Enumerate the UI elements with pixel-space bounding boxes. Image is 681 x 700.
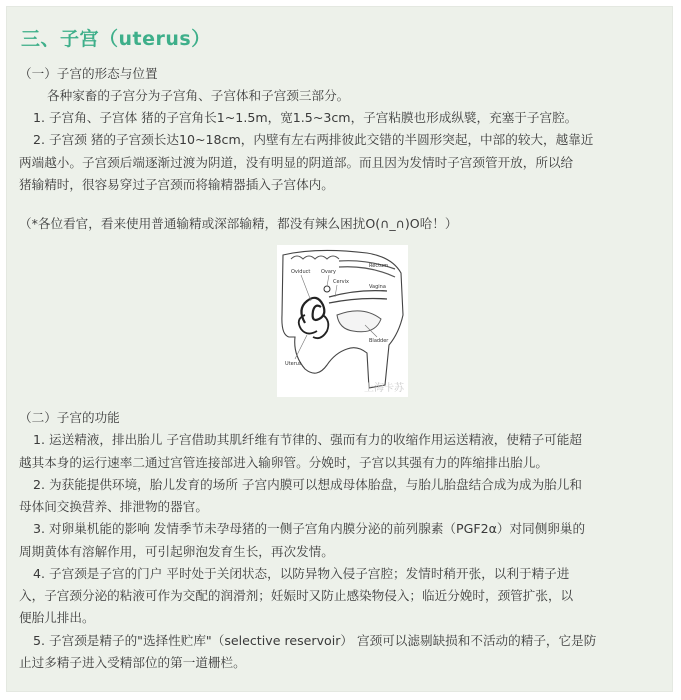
article-card [6,6,673,692]
part1-item2-line2: 两端越小。子宫颈后端逐渐过渡为阴道，没有明显的阴道部。而且因为发情时子宫颈管开放，所以给 [19,155,574,170]
function3-line2: 周期黄体有溶解作用，可引起卵泡发育生长，再次发情。 [19,544,334,559]
part2-heading: （二）子宫的功能 [19,410,120,425]
function3-line1: 3. 对卵巢机能的影响 发情季节未孕母猪的一侧子宫角内膜分泌的前列腺素（PGF2α）对同侧卵巢的 [33,521,586,536]
function4-line3: 便胎儿排出。 [19,610,95,625]
function1-line1: 1. 运送精液，排出胎儿 子宫借助其肌纤维有节律的、强而有力的收缩作用运送精液，使精子可能超 [33,432,582,447]
label-uterus: Uterus [285,361,302,367]
function4-line1: 4. 子宫颈是子宫的门户 平时处于关闭状态，以防异物入侵子宫腔；发情时稍开张，以利于精子进 [33,566,570,581]
function5-line1: 5. 子宫颈是精子的"选择性贮库"（selective reservoir） 宫颈可以滤剔缺损和不活动的精子，它是防 [33,633,597,648]
part1-note: （*各位看官，看来使用普通输精或深部输精，都没有辣么困扰O(∩_∩)O哈！） [19,216,458,231]
function5-line2: 止过多精子进入受精部位的第一道栅栏。 [19,655,246,670]
part1-item2-line3: 猪输精时，很容易穿过子宫颈而将输精器插入子宫体内。 [19,177,334,192]
function2-line1: 2. 为获能提供环境，胎儿发育的场所 子宫内膜可以想成母体胎盘，与胎儿胎盘结合成为成为胎儿和 [33,477,582,492]
label-rectum: Rectum [369,263,389,269]
function4-line2: 入，子宫颈分泌的粘液可作为交配的润滑剂；妊娠时又防止感染物侵入；临近分娩时，颈管扩张，以 [19,588,574,603]
part1-heading: （一）子宫的形态与位置 [19,66,158,81]
label-ovary: Ovary [321,269,336,275]
uterus-anatomy-figure [277,245,408,397]
label-bladder: Bladder [369,338,389,344]
uterus-anatomy-drawing [277,245,408,397]
label-vagina: Vagina [369,284,386,290]
label-oviduct: Oviduct [291,269,311,275]
label-cervix: Cervix [333,279,349,285]
part1-item1: 1. 子宫角、子宫体 猪的子宫角长1~1.5m，宽1.5~3cm，子宫粘膜也形成纵襞，充塞于子宫腔。 [33,110,578,125]
part1-intro: 各种家畜的子宫分为子宫角、子宫体和子宫颈三部分。 [47,88,350,103]
watermark-text: 上海卡苏 [364,383,404,394]
function1-line2: 越其本身的运行速率二通过宫管连接部进入输卵管。分娩时，子宫以其强有力的阵缩排出胎儿。 [19,455,548,470]
function2-line2: 母体间交换营养、排泄物的器官。 [19,499,208,514]
section-title: 三、子宫（uterus） [21,28,211,50]
part1-item2-line1: 2. 子宫颈 猪的子宫颈长达10~18cm，内壁有左右两排彼此交错的半圆形突起，中部的较大，越靠近 [33,132,594,147]
